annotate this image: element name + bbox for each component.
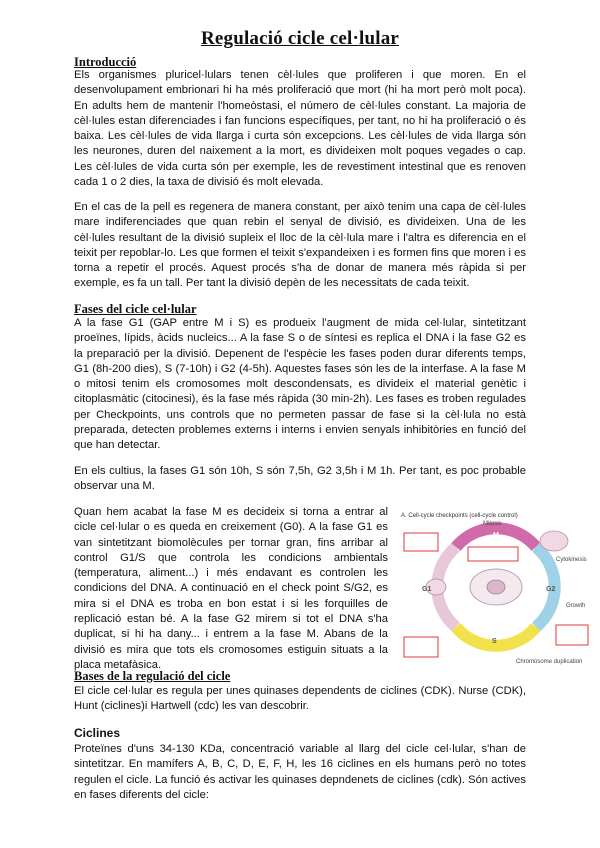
label-cytokinesis: Cytokinesis — [556, 557, 587, 563]
nucleus — [487, 580, 505, 594]
label-g1: G1 — [422, 586, 432, 593]
label-mitosis: Mitosis — [483, 521, 502, 527]
label-s: S — [492, 638, 497, 645]
page-title: Regulació cicle cel·lular — [200, 28, 400, 49]
phases-paragraph-1: A la fase G1 (GAP entre M i S) es produeix l'augment de mida cel·lular, sintetitzant proeïnes, lípids, àcids nucleics... A la fase S o de síntesi es replica el DNA i la fase G2 es la preparació per la divisió. Depenent de l'espècie les fases poden durar diferents temps, G1 (8h-200 dies), S (7-10h) i G2 (4-5h). Aquestes fases són les de la interfase. A la fase M o mitosi tenim els cromosomes molt descondensats, es divideix el material genètic i citoplasmàtic (citocinesi), és la fase més ràpida (30 min-2h). Les fases es troben regulades per Checkpoints, uns controls que no permeten passar de fase si la cèl·lula no està preparada, detecten problemes externs i interns i envien senyals inhibitòries en funció del que han detectar. — [74, 317, 526, 452]
cyclins-paragraph-1: Proteïnes d'uns 34-130 KDa, concentració variable al llarg del cicle cel·lular, s'han de sintetitzar. En mamífers A, B, C, D, E, F, H, les 16 ciclines en els humans però no totes regulen el cicle. La funció és activar les quinases depndenets de ciclines (cdk). Són actives en fases diferents del cicle: — [74, 743, 526, 801]
label-g2: G2 — [546, 586, 556, 593]
dividing-cell — [540, 531, 568, 551]
checkpoint-box-4 — [468, 547, 518, 561]
label-growth: Growth — [566, 603, 586, 609]
cell-cycle-figure — [396, 507, 598, 667]
checkpoint-box-1 — [404, 533, 438, 551]
figure-caption: A. Cell-cycle checkpoints (cell-cycle control) — [401, 513, 518, 519]
cell-cycle-diagram — [396, 507, 598, 667]
heading-introduction: Introducció — [74, 55, 137, 69]
heading-cyclins: Ciclines — [74, 726, 121, 740]
checkpoint-box-3 — [556, 625, 588, 645]
intro-paragraph-1: Els organismes pluricel·lulars tenen cèl·lules que proliferen i que moren. En el desenvolupament embrionari hi ha més proliferació que mort (hi ha mort però molt poca). En adults hem de mantenir l'homeòstasi, el número de cèl·lules constant. La majoria de cèl·lules estan diferenciades i fan funcions específiques, per tant, no hi ha proliferació o és baixa. Les cèl·lules de vida llarga i curta són excepcions. Les cèl·lules de vida llarga són les neurones, duren del naixement a la mort, es divideixen molt poques vegades o cap. Les cèl·lules de vida curta són per exemple, les de revestiment intestinal que es renoven cada 1 o 2 dies, la taxa de divisió és molt elevada. — [74, 69, 526, 189]
label-m: M — [493, 532, 499, 539]
label-chromosome-duplication: Chromosome duplication — [516, 659, 583, 665]
intro-paragraph-2: En el cas de la pell es regenera de manera constant, per això tenim una capa de cèl·lules mare indiferenciades que quan rebin el senyal de divisió, es divideixen. Una de les cèl·lules resultant de la divisió supleix el lloc de la cèl·lula mare i l'altra es diferencia en el teixit per repoblar-lo. Les que formen el teixit s'expandeixen i es formen fins que moren i es torna a repetir el procés. Aquest procés s'ha de donar de manera més ràpida si per exemple, es fa un tall. Per tant la divisió depèn de les necessitats de cada teixit. — [74, 201, 526, 290]
heading-regulation-bases: Bases de la regulació del cicle — [74, 669, 231, 683]
bases-paragraph-1: El cicle cel·lular es regula per unes quinases dependents de ciclines (CDK). Nurse (CDK), Hunt (ciclines)i Hartwell (cdc) les van descobrir. — [74, 685, 526, 713]
checkpoint-box-2 — [404, 637, 438, 657]
phases-paragraph-3: Quan hem acabat la fase M es decideix si torna a entrar al cicle cel·lular o es queda en creixement (G0). A la fase G1 es van sintetitzant biomolècules per tornar gran, fins arribar al control G1/S que controla les condicions ambientals (temperatura, aliment...) i més endavant es controlen les condicions del DNA. A continuació en el check point S/G2, es mira si el DNA es troba en bon estat i si les forquilles de replicació estan bé. A la fase G2 mirem si tot el DNA s'ha duplicat, si hi ha dany... i entrem a la fase M. Abans de la divisió es mira que tots els cromosomes estiguin situats a la placa metafàsica. — [74, 506, 388, 671]
phases-paragraph-2: En els cultius, la fases G1 són 10h, S són 7,5h, G2 3,5h i M 1h. Per tant, es poc probable observar una M. — [74, 465, 526, 493]
heading-cell-cycle-phases: Fases del cicle cel·lular — [74, 302, 197, 316]
